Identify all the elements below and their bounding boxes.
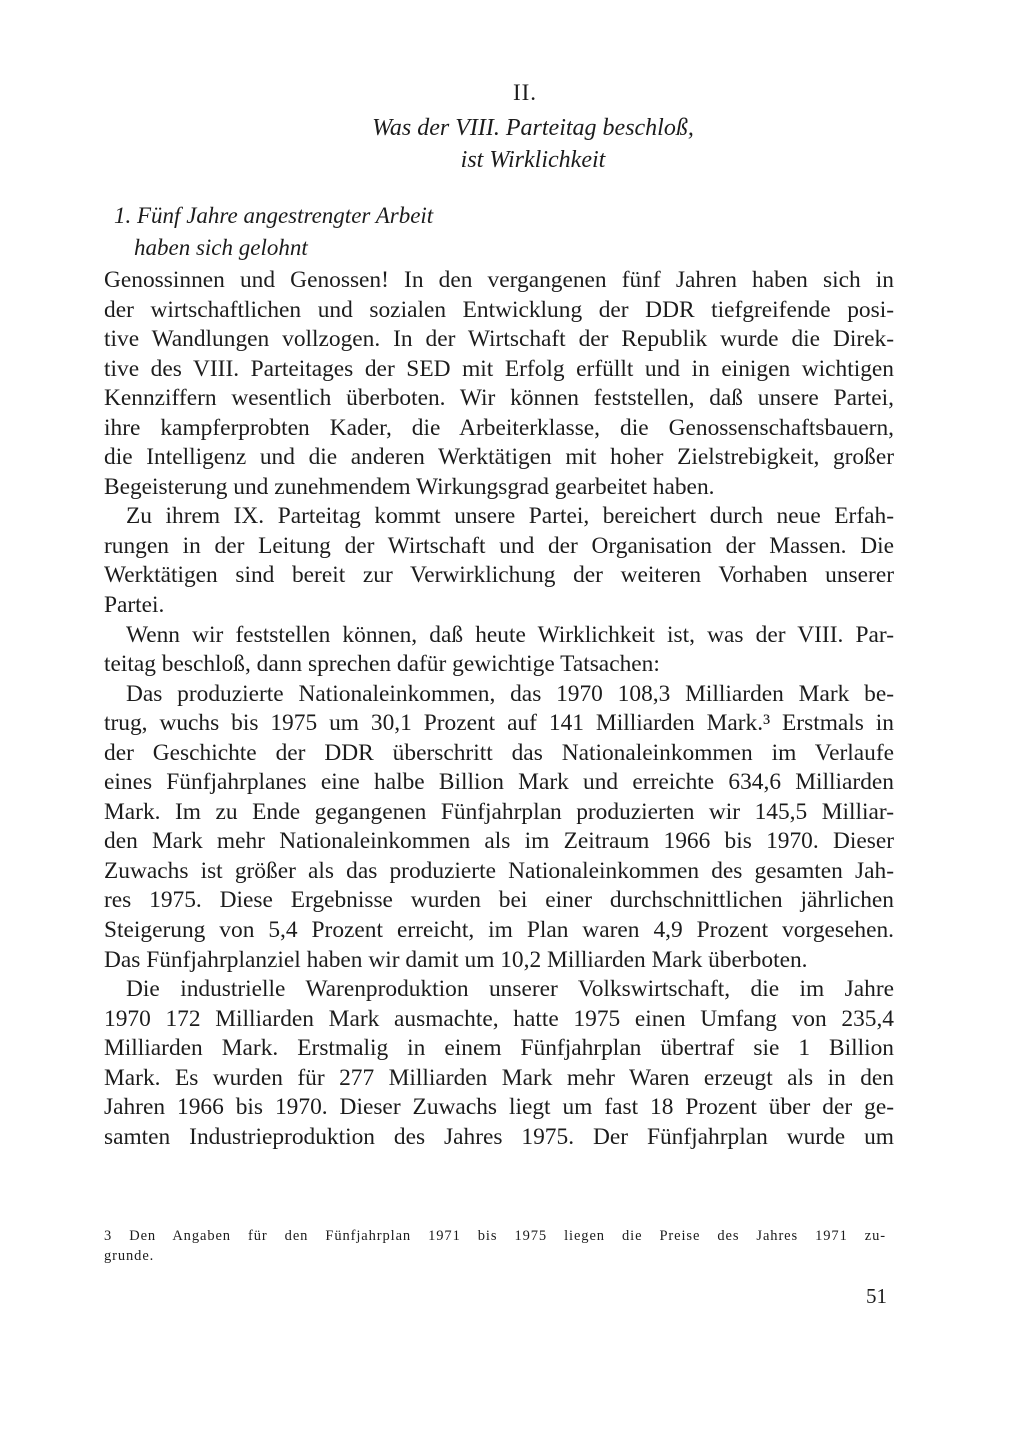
text-line: der Geschichte der DDR überschritt das Nationaleinkommen im Verlaufe bbox=[104, 739, 894, 766]
section-heading-line-2: haben sich gelohnt bbox=[134, 235, 308, 260]
text-line: 1970 172 Milliarden Mark ausmachte, hatte 1975 einen Umfang von 235,4 bbox=[104, 1005, 894, 1032]
text-line: der wirtschaftlichen und sozialen Entwicklung der DDR tiefgreifende posi- bbox=[104, 296, 894, 323]
text-line: samten Industrieproduktion des Jahres 1975. Der Fünfjahrplan wurde um bbox=[104, 1123, 894, 1150]
text-line: ihre kampferprobten Kader, die Arbeiterklasse, die Genossenschaftsbauern, bbox=[104, 414, 894, 441]
footnote-line-2: grunde. bbox=[104, 1248, 155, 1264]
text-line: Partei. bbox=[104, 592, 165, 619]
text-line: die Intelligenz und die anderen Werktätigen mit hoher Zielstrebigkeit, großer bbox=[104, 444, 894, 471]
text-line: tive des VIII. Parteitages der SED mit Erfolg erfüllt und in einigen wichtigen bbox=[104, 355, 894, 382]
text-line: trug, wuchs bis 1975 um 30,1 Prozent auf 141 Milliarden Mark.³ Erstmals in bbox=[104, 710, 894, 737]
text-line: Zu ihrem IX. Parteitag kommt unsere Partei, bereichert durch neue Erfah- bbox=[126, 503, 894, 530]
chapter-title bbox=[0, 112, 1024, 176]
text-line: teitag beschloß, dann sprechen dafür gewichtige Tatsachen: bbox=[104, 651, 660, 678]
paragraph bbox=[104, 975, 894, 1152]
text-line: Das Fünfjahrplanziel haben wir damit um 10,2 Milliarden Mark überboten. bbox=[104, 946, 808, 973]
paragraph bbox=[104, 266, 894, 502]
chapter-title-line-2: ist Wirklichkeit bbox=[460, 147, 606, 173]
text-line: den Mark mehr Nationaleinkommen als im Zeitraum 1966 bis 1970. Dieser bbox=[104, 828, 894, 855]
text-line: tive Wandlungen vollzogen. In der Wirtschaft der Republik wurde die Direk- bbox=[104, 326, 894, 353]
paragraph bbox=[104, 680, 894, 975]
body-text bbox=[104, 266, 894, 1152]
paragraph bbox=[104, 621, 894, 680]
text-line: Milliarden Mark. Erstmalig in einem Fünfjahrplan übertraf sie 1 Billion bbox=[104, 1035, 894, 1062]
text-line: eines Fünfjahrplanes eine halbe Billion Mark und erreichte 634,6 Milliarden bbox=[104, 769, 894, 796]
text-line: Genossinnen und Genossen! In den vergangenen fünf Jahren haben sich in bbox=[104, 267, 894, 293]
chapter-number: II. bbox=[512, 80, 538, 105]
text-line: res 1975. Diese Ergebnisse wurden bei einer durchschnittlichen jährlichen bbox=[104, 887, 894, 914]
text-line: Die industrielle Warenproduktion unserer Volkswirtschaft, die im Jahre bbox=[126, 976, 894, 1003]
page-number: 51 bbox=[866, 1284, 887, 1308]
section-heading bbox=[114, 200, 433, 264]
chapter-title-line-1: Was der VIII. Parteitag beschloß, bbox=[372, 115, 694, 141]
text-line: rungen in der Leitung der Wirtschaft und der Organisation der Massen. Die bbox=[104, 532, 894, 559]
text-line: Wenn wir feststellen können, daß heute Wirklichkeit ist, was der VIII. Par- bbox=[126, 621, 894, 648]
text-line: Mark. Es wurden für 277 Milliarden Mark mehr Waren erzeugt als in den bbox=[104, 1064, 894, 1091]
text-line: Jahren 1966 bis 1970. Dieser Zuwachs liegt um fast 18 Prozent über der ge- bbox=[104, 1094, 894, 1121]
text-line: Das produzierte Nationaleinkommen, das 1970 108,3 Milliarden Mark be- bbox=[126, 680, 894, 707]
section-heading-line-1: 1. Fünf Jahre angestrengter Arbeit bbox=[114, 203, 434, 228]
text-line: Steigerung von 5,4 Prozent erreicht, im Plan waren 4,9 Prozent vorgesehen. bbox=[104, 917, 894, 944]
paragraph bbox=[104, 502, 894, 620]
text-line: Werktätigen sind bereit zur Verwirklichung der weiteren Vorhaben unserer bbox=[104, 562, 894, 589]
text-line: Begeisterung und zunehmendem Wirkungsgrad gearbeitet haben. bbox=[104, 473, 715, 500]
text-line: Mark. Im zu Ende gegangenen Fünfjahrplan produzierten wir 145,5 Milliar- bbox=[104, 798, 894, 825]
text-line: Zuwachs ist größer als das produzierte Nationaleinkommen des gesamten Jah- bbox=[104, 857, 894, 884]
text-line: Kennziffern wesentlich überboten. Wir können feststellen, daß unsere Partei, bbox=[104, 385, 894, 412]
footnote-line-1: 3 Den Angaben für den Fünfjahrplan 1971 bis 1975 liegen die Preise des Jahres 1971 zu- bbox=[104, 1228, 886, 1244]
footnote bbox=[104, 1226, 886, 1266]
